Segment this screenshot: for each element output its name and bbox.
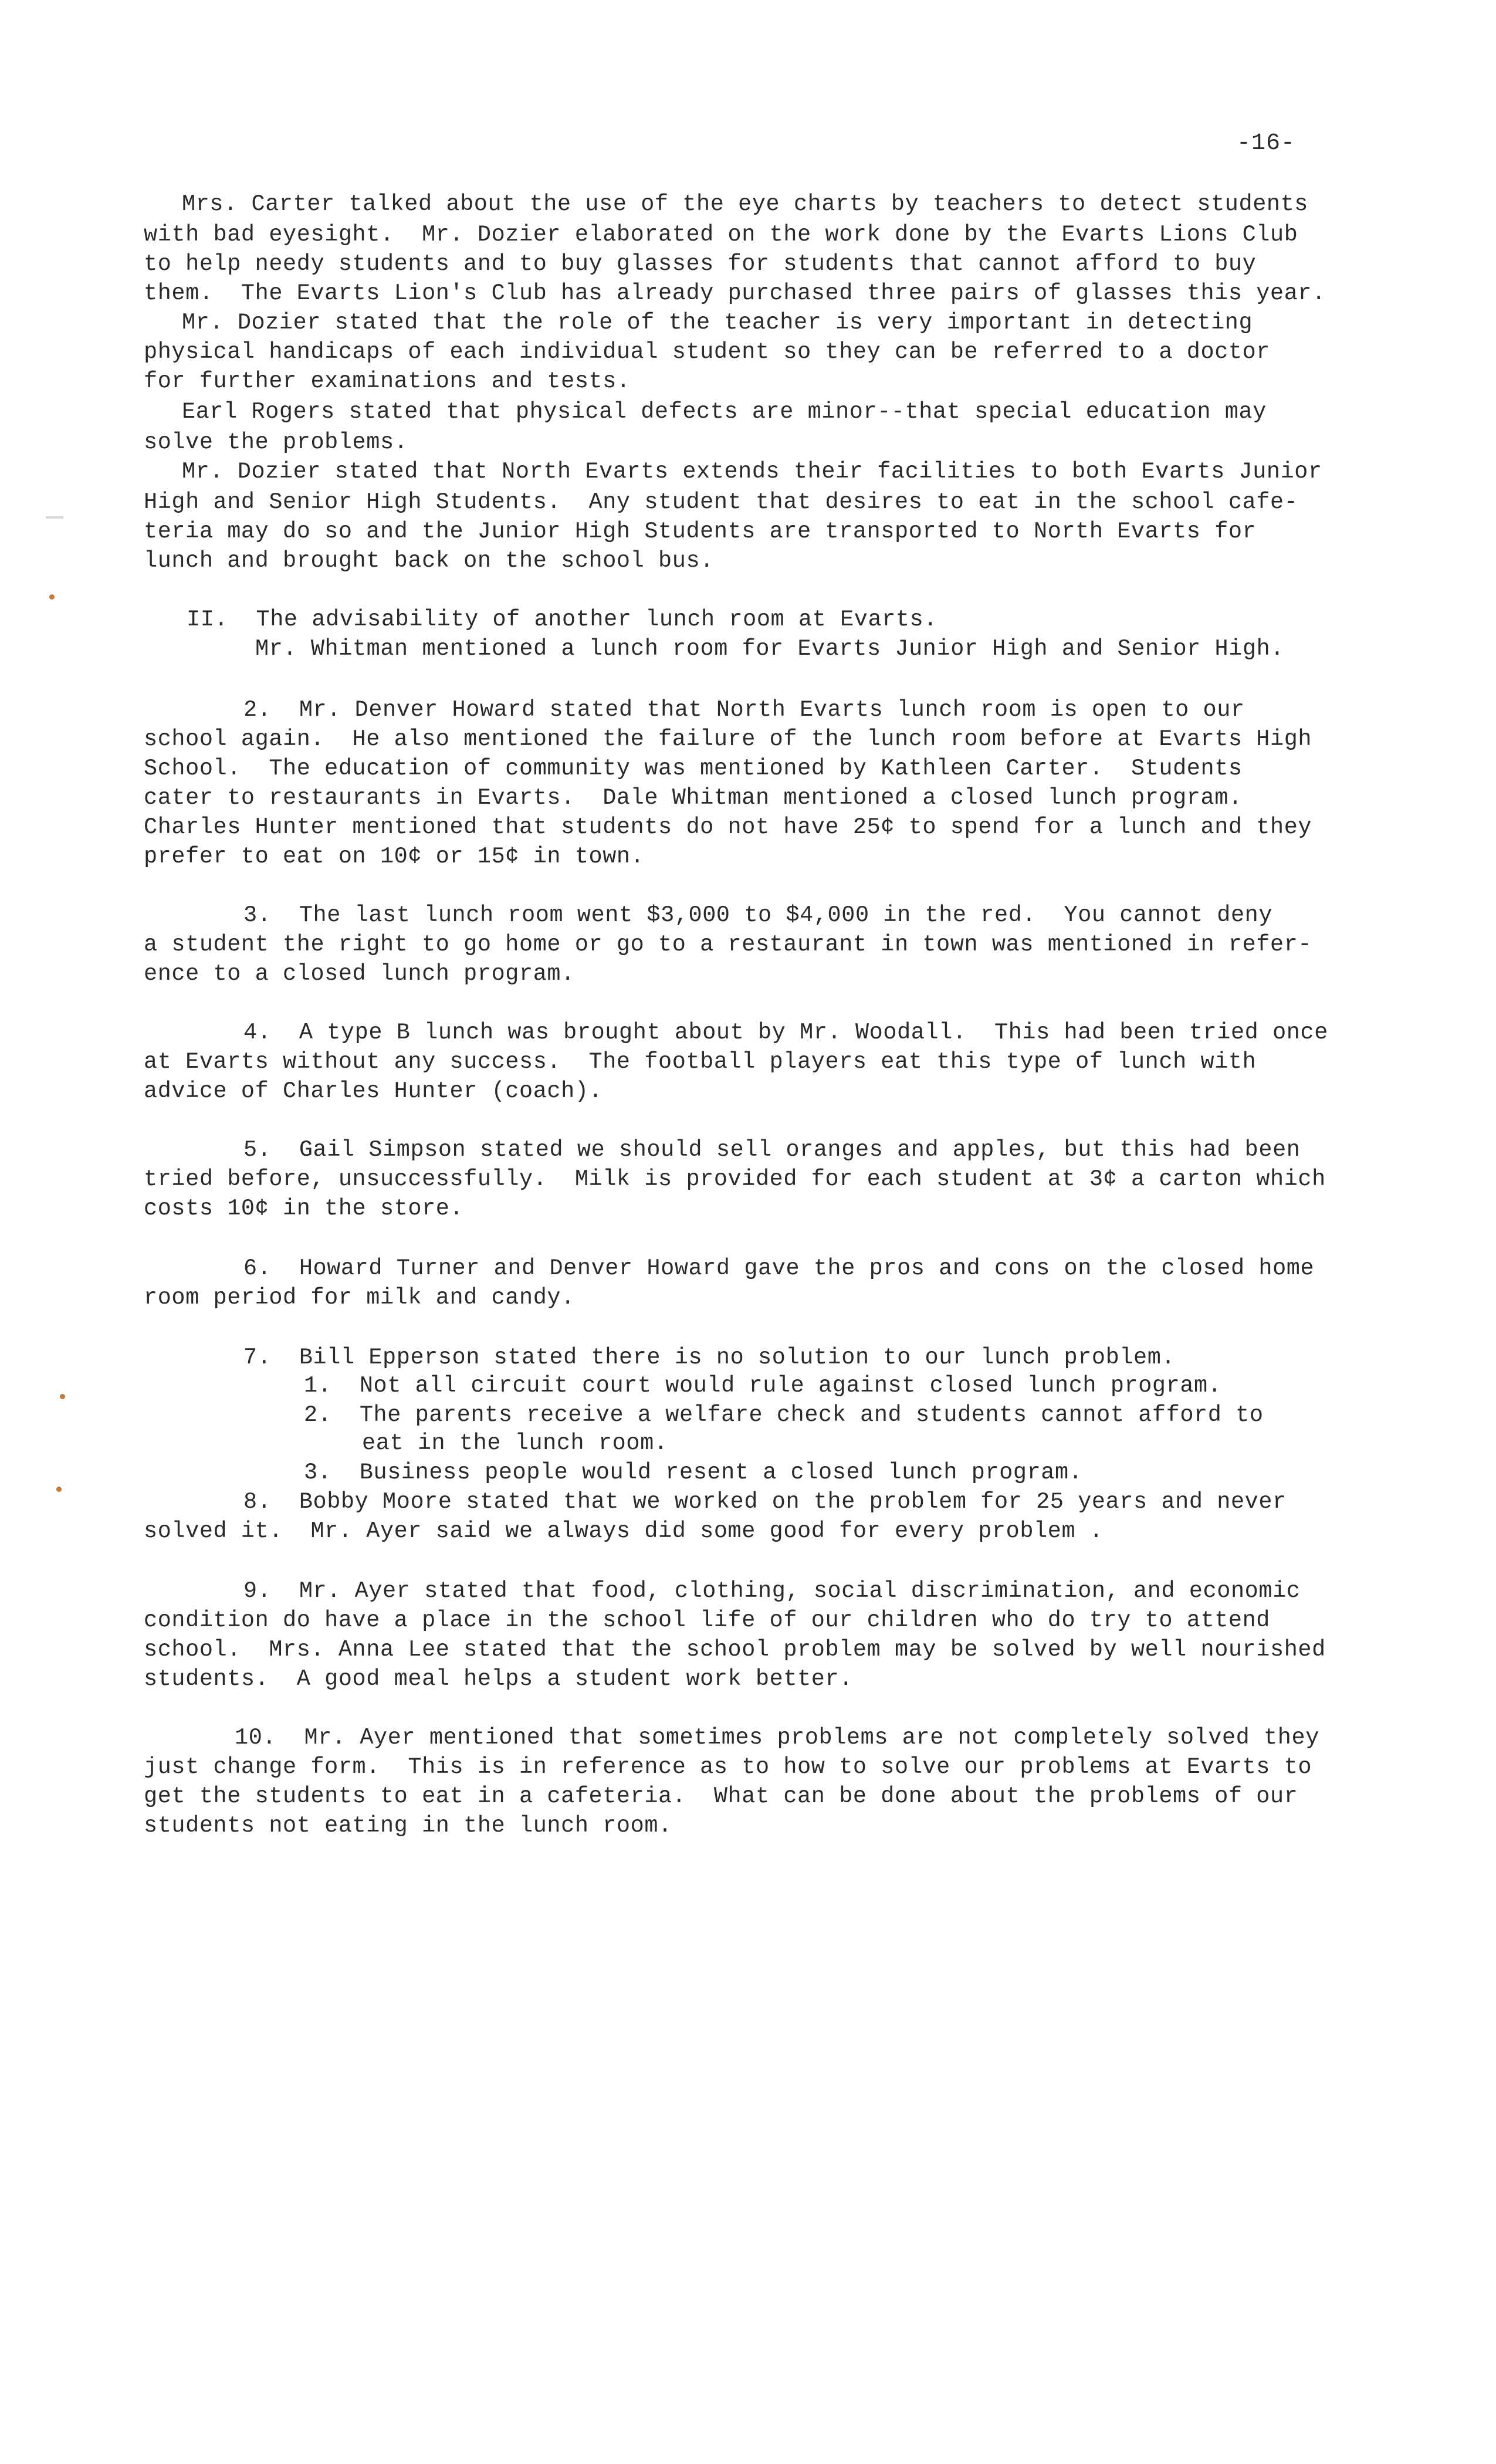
text-line: 7. Bill Epperson stated there is no solution to our lunch problem. (243, 1345, 1176, 1370)
margin-mark (46, 516, 63, 519)
text-line: students. A good meal helps a student work better. (144, 1666, 853, 1692)
text-line: costs 10¢ in the store. (144, 1196, 464, 1221)
text-line: just change form. This is in reference as to how to solve our problems at Evarts to (144, 1754, 1312, 1780)
text-line: advice of Charles Hunter (coach). (144, 1078, 603, 1104)
text-line: cater to restaurants in Evarts. Dale Whitman mentioned a closed lunch program. (144, 785, 1243, 811)
text-line: 5. Gail Simpson stated we should sell oranges and apples, but this had been (243, 1137, 1301, 1163)
text-line: prefer to eat on 10¢ or 15¢ in town. (144, 844, 645, 869)
text-line: a student the right to go home or go to a restaurant in town was mentioned in refer- (144, 932, 1312, 957)
text-line: Mrs. Carter talked about the use of the eye charts by teachers to detect students (182, 191, 1309, 217)
text-line: School. The education of community was mentioned by Kathleen Carter. Students (144, 756, 1243, 781)
text-line: 8. Bobby Moore stated that we worked on the problem for 25 years and never (243, 1489, 1287, 1515)
text-line: for further examinations and tests. (144, 368, 631, 394)
text-line: teria may do so and the Junior High Students are transported to North Evarts for (144, 519, 1257, 544)
text-line: solve the problems. (144, 429, 408, 455)
text-line: school again. He also mentioned the failure of the lunch room before at Evarts High (144, 726, 1312, 752)
text-line: 6. Howard Turner and Denver Howard gave the pros and cons on the closed home (243, 1255, 1315, 1281)
text-line: physical handicaps of each individual student so they can be referred to a doctor (144, 339, 1271, 365)
text-line: room period for milk and candy. (144, 1285, 575, 1311)
text-line: condition do have a place in the school life of our children who do try to attend (144, 1607, 1271, 1633)
text-line: tried before, unsuccessfully. Milk is provided for each student at 3¢ a carton which (144, 1166, 1326, 1192)
text-line: get the students to eat in a cafeteria. What can be done about the problems of our (144, 1783, 1298, 1809)
sub-item: 2. The parents receive a welfare check and students cannot afford to (304, 1402, 1264, 1428)
sub-item: 3. Business people would resent a closed lunch program. (304, 1460, 1083, 1485)
sub-item: 1. Not all circuit court would rule against closed lunch program. (304, 1373, 1222, 1399)
text-line: Earl Rogers stated that physical defects are minor--that special education may (182, 399, 1267, 425)
page-number: -16- (1237, 130, 1296, 157)
text-line: to help needy students and to buy glasses for students that cannot afford to buy (144, 251, 1257, 277)
text-line: them. The Evarts Lion's Club has already purchased three pairs of glasses this year. (144, 280, 1326, 306)
text-line: Charles Hunter mentioned that students do not have 25¢ to spend for a lunch and they (144, 814, 1312, 840)
text-line: school. Mrs. Anna Lee stated that the school problem may be solved by well nourished (144, 1637, 1326, 1663)
text-line: 9. Mr. Ayer stated that food, clothing, social discrimination, and economic (243, 1578, 1301, 1604)
text-line: eat in the lunch room. (362, 1430, 668, 1456)
margin-mark (49, 594, 55, 600)
text-line: ence to a closed lunch program. (144, 961, 575, 987)
text-line: 10. Mr. Ayer mentioned that sometimes problems are not completely solved they (235, 1725, 1319, 1751)
text-line: solved it. Mr. Ayer said we always did some good for every problem . (144, 1518, 1104, 1544)
margin-mark (56, 1487, 62, 1492)
text-line: High and Senior High Students. Any student that desires to eat in the school cafe- (144, 489, 1298, 515)
section-heading: II. The advisability of another lunch room at Evarts. (187, 607, 938, 632)
text-line: lunch and brought back on the school bus. (144, 548, 714, 574)
text-line: 2. Mr. Denver Howard stated that North Evarts lunch room is open to our (243, 697, 1245, 723)
text-line: Mr. Dozier stated that North Evarts extends their facilities to both Evarts Junior (182, 459, 1322, 485)
text-line: Mr. Dozier stated that the role of the teacher is very important in detecting (182, 310, 1253, 336)
text-line: 4. A type B lunch was brought about by Mr. Woodall. This had been tried once (243, 1020, 1328, 1045)
text-line: at Evarts without any success. The football players eat this type of lunch with (144, 1049, 1257, 1075)
text-line: with bad eyesight. Mr. Dozier elaborated on the work done by the Evarts Lions Club (144, 222, 1298, 248)
text-line: students not eating in the lunch room. (144, 1813, 672, 1839)
text-line: Mr. Whitman mentioned a lunch room for Evarts Junior High and Senior High. (255, 636, 1285, 662)
margin-mark (60, 1394, 65, 1399)
text-line: 3. The last lunch room went $3,000 to $4,000 in the red. You cannot deny (243, 902, 1273, 928)
